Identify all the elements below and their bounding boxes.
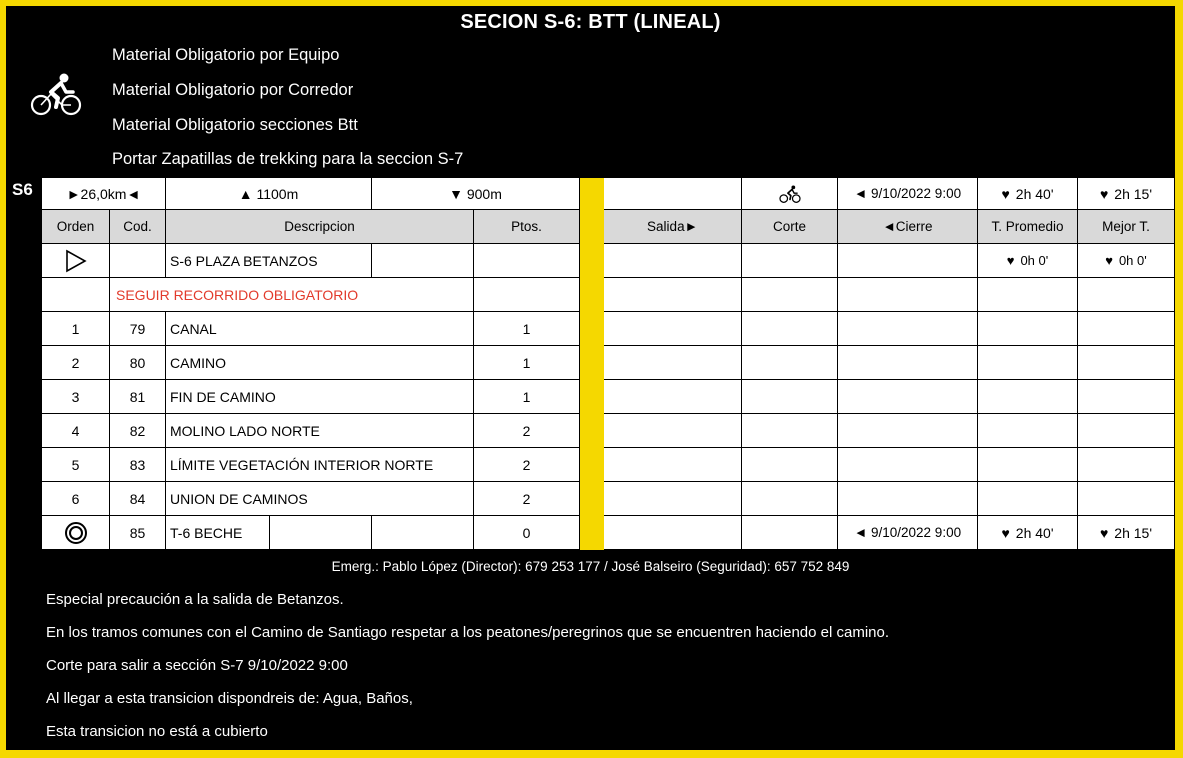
header-promedio: T. Promedio [978, 210, 1078, 244]
bike-icon [779, 184, 801, 204]
finish-cod: 85 [110, 516, 166, 550]
row-desc: FIN DE CAMINO [166, 380, 474, 414]
row-cierre [838, 414, 978, 448]
row-salida [604, 312, 742, 346]
start-cierre [838, 244, 978, 278]
finish-salida [604, 516, 742, 550]
row-corte [742, 312, 838, 346]
start-ptos [474, 244, 580, 278]
triangle-start-icon [65, 249, 87, 273]
row-cod: 80 [110, 346, 166, 380]
section-title: SECION S-6: BTT (LINEAL) [460, 11, 721, 33]
row-salida [604, 346, 742, 380]
finish-avg [978, 516, 1078, 550]
row-desc: UNION DE CAMINOS [166, 482, 474, 516]
row-avg [978, 312, 1078, 346]
best-time-value: 2h 15' [1114, 185, 1153, 202]
notice-ptos [474, 278, 580, 312]
note-line-3: Corte para salir a sección S-7 9/10/2022 9:00 [46, 657, 348, 674]
row-best [1078, 312, 1175, 346]
material-line-1: Material Obligatorio por Equipo [112, 46, 340, 64]
start-avg-value: 0h 0' [1020, 253, 1049, 268]
note-line-2: En los tramos comunes con el Camino de Santiago respetar a los peatones/peregrinos que se encuentren haciendo el camino. [46, 624, 890, 641]
notice-avg [978, 278, 1078, 312]
heart-icon: ♥ [1001, 185, 1010, 202]
row-ptos: 1 [474, 380, 580, 414]
note-line-1: Especial precaución a la salida de Betanzos. [46, 591, 344, 608]
row-corte [742, 414, 838, 448]
heart-icon: ♥ [1001, 524, 1010, 541]
row-best [1078, 448, 1175, 482]
row-avg [978, 482, 1078, 516]
start-salida [604, 244, 742, 278]
start-best [1078, 244, 1175, 278]
section-label: S6 [12, 180, 33, 199]
header-cierre: ◄Cierre [838, 210, 978, 244]
row-cod: 84 [110, 482, 166, 516]
row-salida [604, 414, 742, 448]
close-time-cell: ◄ 9/10/2022 9:00 [838, 178, 978, 210]
start-best-value: 0h 0' [1118, 253, 1147, 268]
row-salida [604, 482, 742, 516]
distance-cell: ►26,0km◄ [42, 178, 166, 210]
row-orden: 3 [42, 380, 110, 414]
notice-orden [42, 278, 110, 312]
notice-cierre [838, 278, 978, 312]
row-cierre [838, 346, 978, 380]
heart-icon: ♥ [1099, 185, 1109, 202]
header-corte: Corte [742, 210, 838, 244]
row-ptos: 1 [474, 312, 580, 346]
finish-cell [42, 516, 110, 550]
target-icon [64, 521, 88, 545]
row-cod: 81 [110, 380, 166, 414]
header-ptos: Ptos. [474, 210, 580, 244]
header-orden: Orden [42, 210, 110, 244]
row-cierre [838, 380, 978, 414]
finish-desc-extra-2 [372, 516, 474, 550]
finish-desc: T-6 BECHE [166, 516, 270, 550]
finish-avg-value: 2h 40' [1015, 524, 1054, 541]
descent-cell: ▼ 900m [372, 178, 580, 210]
summary-empty [604, 178, 742, 210]
row-orden: 5 [42, 448, 110, 482]
row-orden: 4 [42, 414, 110, 448]
bike-icon [30, 70, 82, 118]
start-cod [110, 244, 166, 278]
ascent-cell: ▲ 1100m [166, 178, 372, 210]
row-ptos: 2 [474, 482, 580, 516]
row-best [1078, 482, 1175, 516]
finish-cierre: ◄ 9/10/2022 9:00 [838, 516, 978, 550]
row-orden: 1 [42, 312, 110, 346]
row-desc: MOLINO LADO NORTE [166, 414, 474, 448]
section-separator-bar [580, 178, 604, 550]
material-line-3: Material Obligatorio secciones Btt [112, 116, 358, 134]
row-salida [604, 380, 742, 414]
material-line-4: Portar Zapatillas de trekking para la seccion S-7 [112, 150, 464, 168]
row-best [1078, 346, 1175, 380]
row-salida [604, 448, 742, 482]
start-cell [42, 244, 110, 278]
row-ptos: 1 [474, 346, 580, 380]
start-avg [978, 244, 1078, 278]
heart-icon: ♥ [1105, 253, 1113, 268]
header-salida: Salida► [604, 210, 742, 244]
row-desc: CANAL [166, 312, 474, 346]
header-mejor: Mejor T. [1078, 210, 1175, 244]
emergency-contacts: Emerg.: Pablo López (Director): 679 253 177 / José Balseiro (Seguridad): 657 752 849 [331, 559, 850, 574]
best-time-cell [1078, 178, 1175, 210]
row-orden: 6 [42, 482, 110, 516]
finish-best-value: 2h 15' [1114, 524, 1153, 541]
row-cod: 82 [110, 414, 166, 448]
notice-best [1078, 278, 1175, 312]
row-cierre [838, 482, 978, 516]
row-corte [742, 380, 838, 414]
finish-desc-extra-1 [270, 516, 372, 550]
row-avg [978, 414, 1078, 448]
finish-ptos: 0 [474, 516, 580, 550]
heart-icon: ♥ [1006, 253, 1015, 268]
route-sheet [6, 6, 1175, 750]
bike-small-cell [742, 178, 838, 210]
row-best [1078, 380, 1175, 414]
header-descripcion: Descripcion [166, 210, 474, 244]
notice-salida [604, 278, 742, 312]
finish-corte [742, 516, 838, 550]
row-orden: 2 [42, 346, 110, 380]
row-desc: CAMINO [166, 346, 474, 380]
start-desc-extra [372, 244, 474, 278]
row-avg [978, 346, 1078, 380]
header-cod: Cod. [110, 210, 166, 244]
row-ptos: 2 [474, 414, 580, 448]
start-desc: S-6 PLAZA BETANZOS [166, 244, 372, 278]
notice-corte [742, 278, 838, 312]
row-best [1078, 414, 1175, 448]
row-cod: 83 [110, 448, 166, 482]
note-line-4: Al llegar a esta transicion dispondreis de: Agua, Baños, [46, 690, 413, 707]
row-corte [742, 448, 838, 482]
row-cierre [838, 312, 978, 346]
material-line-2: Material Obligatorio por Corredor [112, 81, 354, 99]
row-corte [742, 346, 838, 380]
row-ptos: 2 [474, 448, 580, 482]
row-avg [978, 380, 1078, 414]
avg-time-cell [978, 178, 1078, 210]
note-line-5: Esta transicion no está a cubierto [46, 723, 268, 740]
avg-time-value: 2h 40' [1015, 185, 1054, 202]
notice-text: SEGUIR RECORRIDO OBLIGATORIO [110, 278, 474, 312]
row-avg [978, 448, 1078, 482]
row-cierre [838, 448, 978, 482]
row-corte [742, 482, 838, 516]
start-corte [742, 244, 838, 278]
heart-icon: ♥ [1099, 524, 1109, 541]
finish-best [1078, 516, 1175, 550]
row-desc: LÍMITE VEGETACIÓN INTERIOR NORTE [166, 448, 474, 482]
row-cod: 79 [110, 312, 166, 346]
